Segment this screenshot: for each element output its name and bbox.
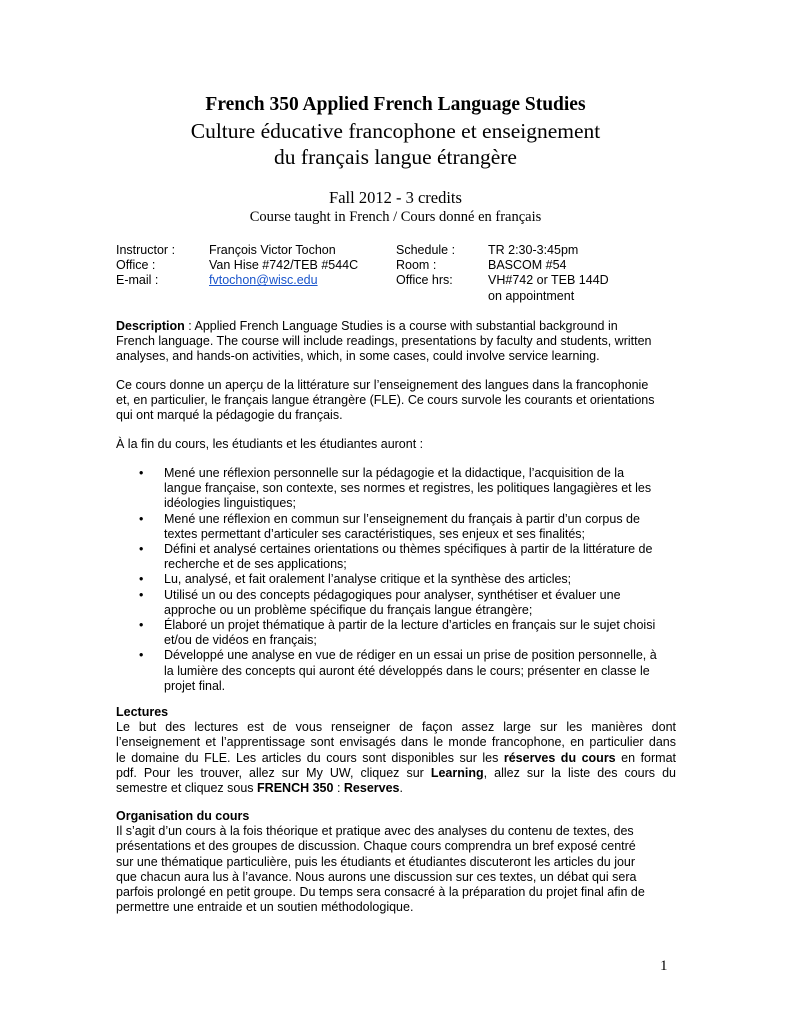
lectures-text: . <box>399 781 403 796</box>
learning-emphasis: Learning <box>430 765 484 780</box>
list-item-line: Mené une réflexion en commun sur l’enseignement du français à partir d’un corpus de <box>164 511 640 526</box>
instructor-label: Instructor : <box>116 243 176 257</box>
organisation-heading: Organisation du cours <box>116 809 250 823</box>
description-text: analyses, and hands-on activities, which, in some cases, could involve service learning. <box>116 349 600 364</box>
office-value: Van Hise #742/TEB #544C <box>209 258 359 273</box>
organisation-line: Il s’agit d’un cours à la fois théorique et pratique avec des analyses du contenu de textes, des <box>116 824 634 839</box>
organisation-line: parfois prolongé en petit groupe. Du temps sera consacré à la préparation du projet final afin de <box>116 885 645 900</box>
schedule-label: Schedule : <box>396 243 456 257</box>
info-values-left <box>209 243 358 289</box>
room-value: BASCOM #54 <box>488 258 567 273</box>
description-label: Description <box>116 319 185 333</box>
instructor-value: François Victor Tochon <box>209 243 336 257</box>
list-item-line: textes permettant d’articuler ses caractéristiques, ses enjeux et ses finalités; <box>164 526 586 541</box>
list-item-line: langue française, son contexte, ses normes et registres, les politiques langagières et les <box>164 481 652 496</box>
list-item <box>139 466 675 512</box>
office-hours-value: VH#742 or TEB 144D <box>488 273 609 288</box>
bullet: • <box>139 618 144 633</box>
outcomes-list <box>139 466 675 694</box>
list-item <box>139 572 675 587</box>
info-values-right <box>488 243 609 304</box>
bullet: • <box>139 648 144 663</box>
organisation-line: sur une thématique particulière, puis les étudiants et étudiantes discuteront les articles du jour <box>116 854 636 869</box>
organisation-section <box>116 809 676 915</box>
list-item-line: idéologies linguistiques; <box>164 496 297 511</box>
office-hours-label: Office hrs: <box>396 273 453 288</box>
course-subtitle-line2: du français langue étrangère <box>274 145 517 169</box>
info-labels-left <box>116 243 175 289</box>
bullet: • <box>139 511 144 526</box>
description-text: : Applied French Language Studies is a course with substantial background in <box>184 319 618 333</box>
lectures-text: , allez sur la liste des cours du <box>483 765 676 780</box>
bullet: • <box>139 466 144 480</box>
list-item <box>139 648 675 694</box>
lectures-line <box>116 751 676 766</box>
list-item-line: projet final. <box>164 678 226 693</box>
office-label: Office : <box>116 258 156 273</box>
lectures-line: l’enseignement et l’apprentissage sont envisagés dans le monde francophone, en particulier dans <box>116 735 676 750</box>
list-item-line: Lu, analysé, et fait oralement l’analyse critique et la synthèse des articles; <box>164 572 572 587</box>
overview-line: Ce cours donne un aperçu de la littérature sur l’enseignement des langues dans la francophonie <box>116 378 649 392</box>
overview-line: et, en particulier, le français langue étrangère (FLE). Ce cours survole les courants et orientations <box>116 393 655 408</box>
lectures-text: le domaine du FLE. Les articles du cours sont disponibles sur les <box>116 750 504 765</box>
info-labels-right <box>396 243 455 289</box>
course-code-emphasis: FRENCH 350 <box>257 781 334 796</box>
lectures-text: : <box>333 781 344 796</box>
organisation-line: permettre une entraide et un soutien méthodologique. <box>116 900 414 915</box>
email-label: E-mail : <box>116 273 159 288</box>
lectures-line: Le but des lectures est de vous renseigner de façon assez large sur les manières dont <box>116 720 676 735</box>
reserves-link-emphasis: Reserves <box>343 781 400 796</box>
lectures-line <box>116 781 676 796</box>
lectures-text: en format <box>615 750 676 765</box>
course-subtitle-line1: Culture éducative francophone et enseignement <box>190 119 601 143</box>
list-item <box>139 512 675 542</box>
list-item-line: Défini et analysé certaines orientations ou thèmes spécifiques à partir de la littérature de <box>164 542 653 557</box>
description-text: French language. The course will include readings, presentations by faculty and students, written <box>116 334 652 349</box>
course-title: French 350 Applied French Language Studies <box>205 94 586 115</box>
lectures-text: pdf. Pour les trouver, allez sur My UW, cliquez sur <box>116 765 431 780</box>
list-item-line: Utilisé un ou des concepts pédagogiques pour analyser, synthétiser et évaluer une <box>164 587 621 602</box>
course-language-note: Course taught in French / Cours donné en français <box>249 209 542 225</box>
list-item-line: Élaboré un projet thématique à partir de la lecture d’articles en français sur le sujet choisi <box>164 618 656 633</box>
bullet: • <box>139 587 144 602</box>
lectures-heading: Lectures <box>116 705 169 719</box>
title-block <box>0 92 791 226</box>
page-number: 1 <box>660 958 668 974</box>
lectures-text: semestre et cliquez sous <box>116 781 258 796</box>
lectures-section <box>116 705 676 796</box>
list-item-line: recherche et de ses applications; <box>164 557 347 572</box>
office-hours-note: on appointment <box>488 288 575 303</box>
organisation-line: que chacun aura lus à l’avance. Nous aurons une discussion sur ces textes, un débat qui sera <box>116 869 637 884</box>
list-item <box>139 542 675 572</box>
outcomes-intro: À la fin du cours, les étudiants et les étudiantes auront : <box>116 437 424 451</box>
bullet: • <box>139 572 144 587</box>
list-item <box>139 618 675 648</box>
overview-paragraph <box>116 378 676 424</box>
list-item <box>139 588 675 618</box>
overview-line: qui ont marqué la pédagogie du français. <box>116 408 343 423</box>
list-item-line: Développé une analyse en vue de rédiger en un essai un prise de position personnelle, à <box>164 648 657 663</box>
list-item-line: la lumière des concepts qui auront été développés dans le cours; présenter en classe le <box>164 663 650 678</box>
organisation-line: présentations et des groupes de discussion. Chaque cours comprendra un bref exposé centré <box>116 839 636 854</box>
lectures-line <box>116 766 676 781</box>
description-paragraph <box>116 319 676 365</box>
email-link[interactable]: fvtochon@wisc.edu <box>209 273 318 288</box>
room-label: Room : <box>396 258 437 273</box>
course-term: Fall 2012 - 3 credits <box>329 188 462 207</box>
list-item-line: et/ou de vidéos en français; <box>164 633 317 648</box>
reserves-emphasis: réserves du cours <box>503 750 616 765</box>
list-item-line: approche ou un problème spécifique du français langue étrangère; <box>164 602 533 617</box>
list-item-line: Mené une réflexion personnelle sur la pédagogie et la didactique, l’acquisition de la <box>164 466 625 480</box>
schedule-value: TR 2:30-3:45pm <box>488 243 579 257</box>
bullet: • <box>139 542 144 557</box>
